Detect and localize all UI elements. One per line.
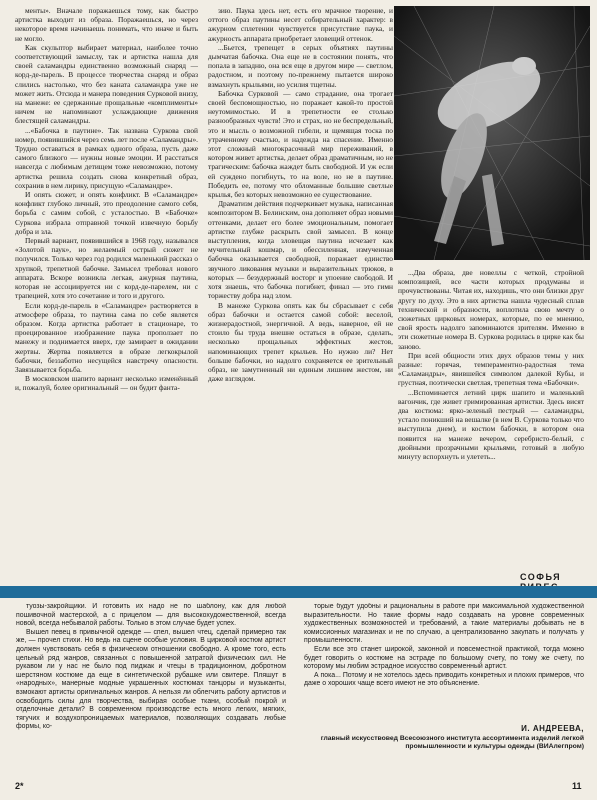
paragraph: Драматизм действия подчеркивает музыка, написанная композитором В. Белинским, она дополняет образ новыми оттенками, делает его более эмоциональным, помогает артистке глубже раскрыть свой замысел. В конце выступления, когда зловещая паутина исчезает как мучительный кошмар, и обессиленная, измученная бабочка оказывается свободной, поражает единство звучного ликования музыки и выразительных трюков, в которых — безудержный восторг и упоение свободой. И хотя знаешь, что бабочка погибнет, финал — это гимн торжеству добра над злом.	[208, 199, 393, 301]
paragraph: ...Бьется, трепещет в серых объятиях паутины дымчатая бабочка. Она еще не в состоянии понять, что попала в западню, она вся еще в другом мире — светлом, радостном, и поэтому по-прежнему пытается широко взмахнуть крыльями, но усилия тщетны.	[208, 42, 393, 89]
paragraph: торые будут удобны и рациональны в работе при максимальной художественной выразительности. Но такие формы надо создавать на уровне современных художественных возможностей и требований, а такие материалы добывать не в комиссионных магазинах и не по случаю, а централизованно закупать и получать у промышленности.	[304, 603, 584, 645]
paragraph: В московском шапито вариант несколько изменённый и, пожалуй, более оригинальный — он будит фанта-	[15, 374, 198, 393]
paragraph: И опять сюжет, и опять конфликт. В «Саламандре» конфликт глубоко личный, это преодоление самого себя, борьба с самим собой, с усталостью. В «Бабочке» Суркова избрала отправной точкой извечную борьбу добра и зла.	[15, 190, 198, 236]
paragraph: Как скульптор выбирает материал, наиболее точно соответствующий замыслу, так и артистка нашла для своей саламандры единственно возможный снаряд — корд-де-парель. В процессе творчества снаряд и образ слились настолько, что без каната саламандра уже не может жить. Отсюда и манера поведения Сурковой внизу, на манеже: ее сдержанные прощальные «комплименты» ничем не напоминают услаждающие движения блестящей саламандры.	[15, 42, 198, 126]
bottom-article-column-1	[16, 603, 286, 779]
author-title: главный искусствовед Всесоюзного института ассортимента изделий легкой промышленности и культуры одежды (ВИАлегпром)	[320, 735, 584, 751]
paragraph: Если корд-де-парель в «Саламандре» растворяется в атмосфере образа, то паутина сама по себе является образом. Когда артистка работает в стационаре, то проецированное изображение паука проползает по манежу и поднимается вверх, где замирает в ожидании жертвы. Жертва появляется в образе легкокрылой бабочки, беззаботно несущейся навстречу опасности. Завязывается борьба.	[15, 300, 198, 374]
paragraph: ...Вспоминается летний цирк шапито и маленький вагончик, где живет гримированная артистки. Здесь висят два костюма: ярко-зеленый пестрый — саламандры, устало поникший на вешалке (в нем В. Суркова только что выступила днем), и костюм бабочки, в котором она появится на манеже вечером, серебристо-белый, с двойными прозрачными крыльями, готовый в любую минуту вспорхнуть и улететь...	[398, 387, 584, 462]
article-signature: СОФЬЯ	[520, 572, 562, 582]
paragraph: туозы-закройщики. И готовить их надо не по шаблону, как для любой пошивочной мастерской, а с прицелом — для высокохудожественной, всегда новой, всегда небывалой работы. Только в этом случае будет успех.	[16, 603, 286, 628]
paragraph: При всей общности этих двух образов темы у них разные: горячая, темпераментно-радостная тема «Саламандры», явившейся символом далекой Кубы, и грустная, поэтически светлая, трепетная тема «Бабочки».	[398, 350, 584, 388]
paragraph: менты». Вначале поражаешься тому, как быстро артистка выходит из образа. Поражаешься, но через некоторое время начинаешь понимать, что иначе и быть не могло.	[15, 6, 198, 43]
article-column-3	[398, 268, 584, 568]
paragraph: В манеже Суркова опять как бы сбрасывает с себя образ бабочки и остается самой собой: веселой, жизнерадостной, энергичной. А ведь, наверное, ей не стоило бы труда внешне остаться в образе, сделать, несколько прощальных эффектных жестов, напоминающих трепет крыльев. Но нужно ли? Нет больше бабочки, но надолго сохраняется ее зрительный образ, не замутненный ни единым лишним жестом, ни даже взглядом.	[208, 300, 393, 384]
paragraph: ...«Бабочка в паутине». Так названа Суркова свой номер, появившийся через семь лет после «Саламандры». Трудно оставаться в рамках одного образа, пусть даже самого близкого — нужны новые эмоции. И расстаться навсегда с любимым детищем тоже невозможно, потому артистка решила создать снова конкретный образ, сохранив в нем лирику, присущую «Саламандре».	[15, 125, 198, 190]
article-column-1	[15, 6, 198, 578]
paragraph: А пока... Потому и не хотелось здесь приводить конкретных и плохих примеров, что даже о хороших чаще всего имеют не это объяснение.	[304, 671, 584, 688]
paragraph: Если все это станет широкой, законной и повсеместной практикой, тогда можно будет говорить о костюме на эстраде по большому счету, по тому же счету, по которому мы любим эстрадное искусство современный артист.	[304, 645, 584, 671]
paragraph: Вышел певец в привычной одежде — спел, вышел чтец, сделай примерно так же, — прочел стихи. Но ведь на сцене особые условия. В цирковой костюм артист должен чувствовать себя в физическом отношении свободно. А кроме того, есть цельный ряд жанров, связанных с повышенной затратой физических сил. Не рукавом ли у нас не было под пиджак и чтецы в традиционном, добротном шерстяном костюме да еще в синтетической рубашке или свитере. Пляшут в «народных», манерные модные украшенных костюмах танцоры и музыканты, взмокают артисты оригинальных жанров. А нельзя ли облегчить работу артистов и освободить силы для творчества, выбирая особые ткани, особый покрой и отделочные детали? В современном производстве есть много легких, мягких, тягучих и воздухопроницаемых материалов, позволяющих создавать любые формы, ко-	[16, 628, 286, 731]
page-number-right: 11	[572, 781, 582, 791]
performer-photo	[394, 6, 590, 260]
section-divider-band	[0, 586, 597, 598]
page-number-left: 2*	[15, 781, 24, 791]
paragraph: зию. Паука здесь нет, есть его мрачное творение, и оттого образ паутины несет собирательный характер: в ажурном сплетении чувствуется присутствие паука, и ажурность аппарата приобретает зловещий оттенок.	[208, 6, 393, 43]
paragraph: Бабочка Сурковой — само страдание, она трогает своей беспомощностью, но поражает какой-то простой неутомимостью. И в трепетности ее столько разнообразных чувств! Это и страх, но не беспредельный, это и мысль о возможной гибели, и щемящая тоска по утраченному счастью, и надежда на спасение. Именно этот сложный многокрасочный мир переживаний, в котором живет артистка, делает образ драматичным, но не трагическим: бабочка жаждет быть свободной. И уж если ей суждено погибнуть, то на воле, но не в паутине. Победить ее, потому что обломанные большие светлые крылья, без которых невозможно ее существование.	[208, 88, 393, 200]
author-name: И. АНДРЕЕВА,	[521, 724, 584, 733]
bottom-article-column-2	[304, 603, 584, 723]
article-column-2	[208, 6, 393, 578]
paragraph: ...Два образа, две новеллы с четкой, стройной композицией, все части которых продуманы и прочувствованы. Читая их, находишь, что они близки друг другу по духу. Это в них артистка нашла чудесный сплав технической и образности, воплотила свою мечту о сюжетных цирковых номерах, которые, по ее мнению, свой ярость надолго запоминаются зрителям. Именно в эти сюжетные номера В. Суркова родилась в цирке как бы заново.	[398, 268, 584, 351]
author-credit	[304, 724, 584, 752]
paragraph: Первый вариант, появившийся в 1968 году, назывался «Золотой паук», но желаемый острый сюжет не получился. Только через год родился маленький рассказ о хрупкой, трепетной бабочке. Замысел требовал нового аппарата. Вскоре возникла легкая, ажурная паутина, которая не ассоциируется ни с корд-де-парелем, ни с трапецией, хотя это сочетание и того и другого.	[15, 236, 198, 301]
